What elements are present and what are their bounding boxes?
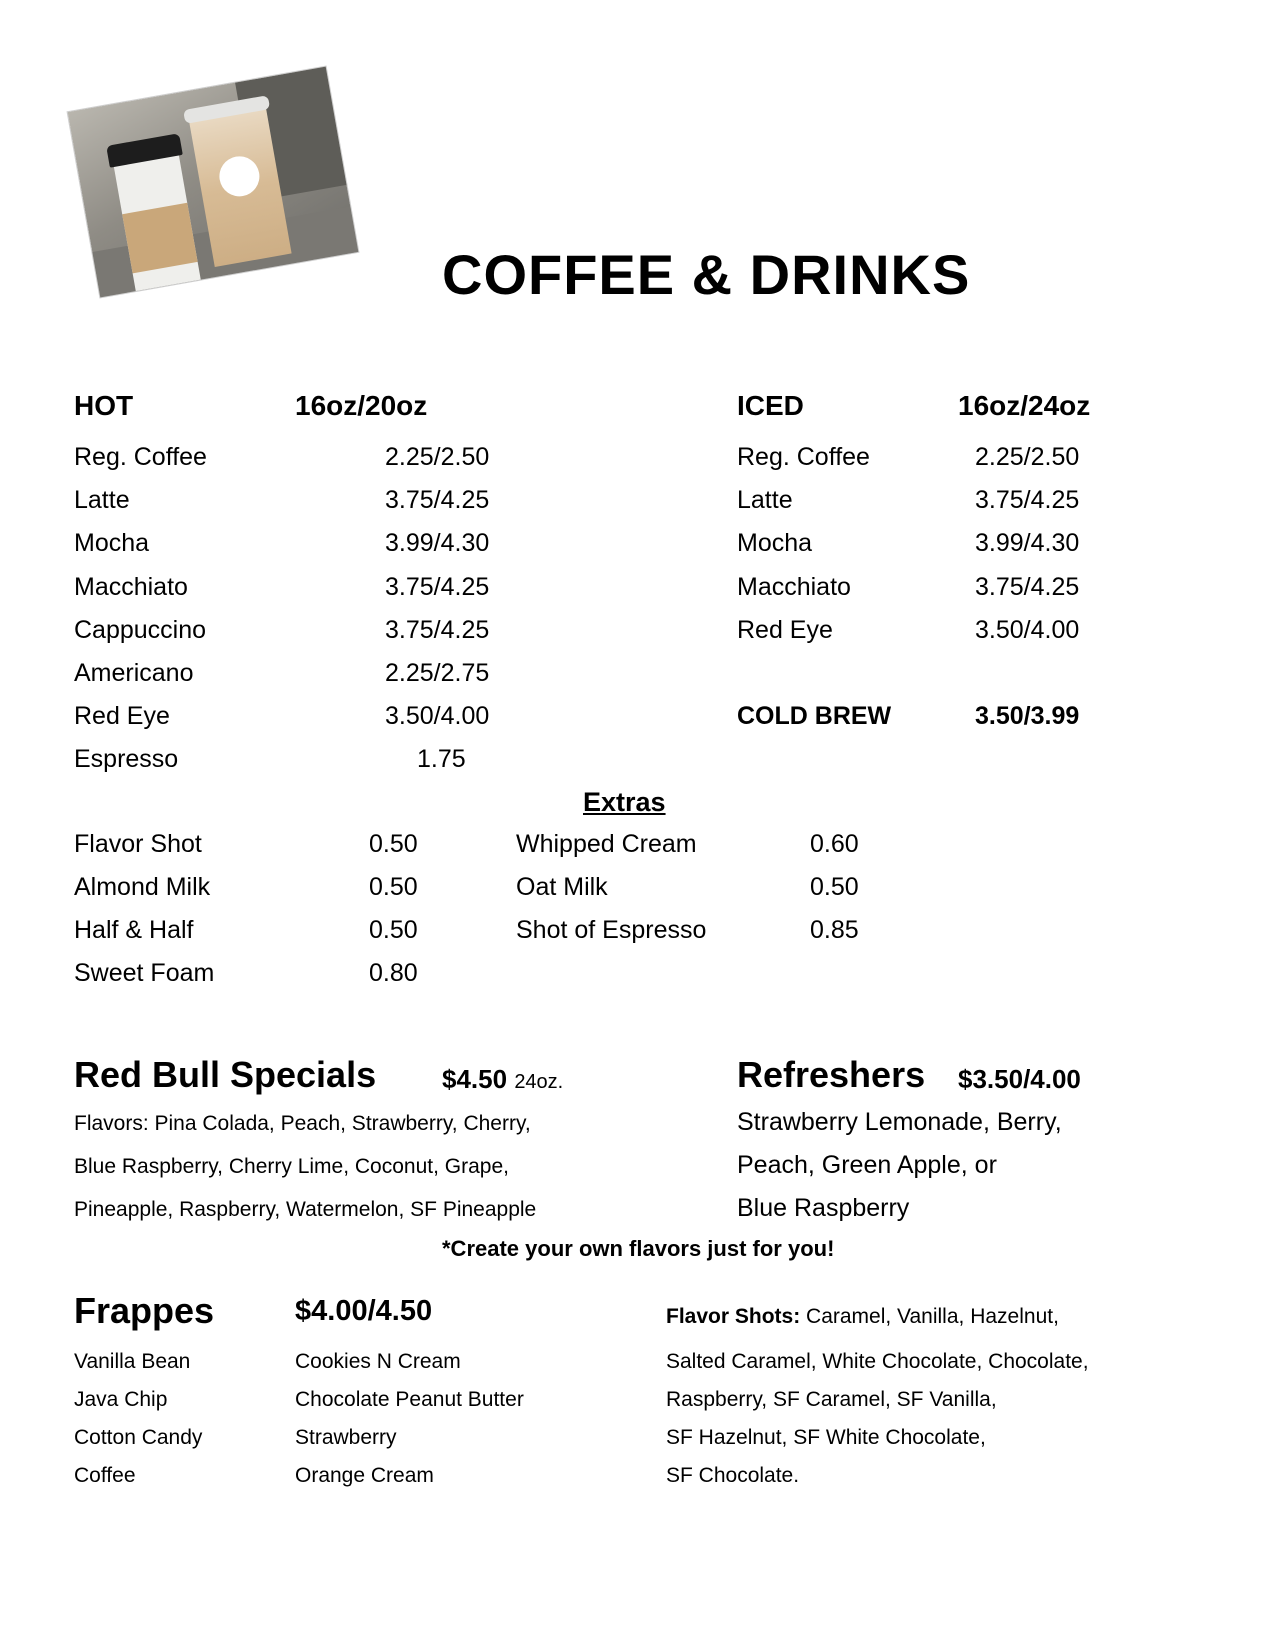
frappe-item: Java Chip [74, 1388, 168, 1411]
flavor-shots-line: SF Hazelnut, SF White Chocolate, [666, 1426, 986, 1449]
redbull-flavors-line: Flavors: Pina Colada, Peach, Strawberry, Cherry, [74, 1112, 531, 1135]
redbull-flavors-line: Pineapple, Raspberry, Watermelon, SF Pineapple [74, 1198, 537, 1221]
flavor-shots-line: SF Chocolate. [666, 1464, 800, 1487]
hot-item-price: 3.99/4.30 [385, 529, 490, 557]
iced-item-name: Mocha [737, 529, 813, 557]
extra-item-name: Flavor Shot [74, 830, 202, 858]
flavor-shots-line: Salted Caramel, White Chocolate, Chocolate, [666, 1350, 1089, 1373]
cold-brew-price: 3.50/3.99 [975, 702, 1080, 730]
hot-item-name: Reg. Coffee [74, 443, 207, 471]
frappe-item: Vanilla Bean [74, 1350, 191, 1373]
hot-item-name: Macchiato [74, 573, 188, 601]
frappe-item: Cotton Candy [74, 1426, 203, 1449]
extra-item-name: Almond Milk [74, 873, 211, 901]
extras-heading: Extras [583, 787, 666, 817]
refreshers-flavors-line: Blue Raspberry [737, 1194, 910, 1222]
iced-item-price: 3.75/4.25 [975, 486, 1080, 514]
redbull-price: $4.50 [442, 1064, 508, 1094]
refreshers-price: $3.50/4.00 [958, 1064, 1081, 1094]
refreshers-flavors-line: Peach, Green Apple, or [737, 1151, 997, 1179]
frappe-item: Chocolate Peanut Butter [295, 1388, 524, 1411]
hot-item-price: 1.75 [417, 745, 466, 773]
extra-item-price: 0.60 [810, 830, 859, 858]
extra-item-name: Whipped Cream [516, 830, 697, 858]
create-flavors-note: *Create your own flavors just for you! [442, 1236, 835, 1261]
hot-item-price: 2.25/2.50 [385, 443, 490, 471]
extra-item-price: 0.50 [369, 873, 418, 901]
extra-item-price: 0.50 [810, 873, 859, 901]
redbull-heading: Red Bull Specials [74, 1054, 377, 1095]
hot-item-name: Latte [74, 486, 130, 514]
extra-item-price: 0.80 [369, 959, 418, 987]
extra-item-name: Shot of Espresso [516, 916, 707, 944]
extra-item-price: 0.50 [369, 916, 418, 944]
redbull-size: 24oz. [514, 1071, 564, 1093]
iced-sizes: 16oz/24oz [958, 390, 1091, 421]
extra-item-name: Half & Half [74, 916, 194, 944]
refreshers-flavors-line: Strawberry Lemonade, Berry, [737, 1108, 1062, 1136]
extra-item-price: 0.50 [369, 830, 418, 858]
frappe-item: Strawberry [295, 1426, 397, 1449]
frappes-heading: Frappes [74, 1290, 215, 1331]
iced-item-price: 3.99/4.30 [975, 529, 1080, 557]
hot-item-name: Espresso [74, 745, 179, 773]
hot-item-name: Americano [74, 659, 194, 687]
frappe-item: Orange Cream [295, 1464, 434, 1487]
hot-item-price: 3.75/4.25 [385, 616, 490, 644]
iced-item-name: Macchiato [737, 573, 851, 601]
hot-item-name: Red Eye [74, 702, 170, 730]
iced-item-price: 3.75/4.25 [975, 573, 1080, 601]
flavor-shots-label: Flavor Shots: [666, 1305, 801, 1328]
iced-item-name: Latte [737, 486, 793, 514]
cold-brew-name: COLD BREW [737, 702, 892, 730]
flavor-shots-text: Caramel, Vanilla, Hazelnut, [800, 1305, 1059, 1328]
iced-item-name: Reg. Coffee [737, 443, 870, 471]
coffee-cups-photo [68, 67, 359, 298]
hot-item-price: 3.75/4.25 [385, 573, 490, 601]
frappe-item: Coffee [74, 1464, 136, 1487]
extra-item-name: Sweet Foam [74, 959, 215, 987]
hot-item-name: Mocha [74, 529, 150, 557]
hot-sizes: 16oz/20oz [295, 390, 428, 421]
hot-item-price: 3.50/4.00 [385, 702, 490, 730]
iced-item-name: Red Eye [737, 616, 833, 644]
hot-heading: HOT [74, 390, 134, 421]
flavor-shots-line: Raspberry, SF Caramel, SF Vanilla, [666, 1388, 997, 1411]
iced-heading: ICED [737, 390, 804, 421]
page-title: COFFEE & DRINKS [442, 243, 971, 306]
frappe-item: Cookies N Cream [295, 1350, 461, 1373]
frappes-price: $4.00/4.50 [295, 1295, 433, 1327]
iced-item-price: 2.25/2.50 [975, 443, 1080, 471]
extra-item-price: 0.85 [810, 916, 859, 944]
refreshers-heading: Refreshers [737, 1054, 926, 1095]
hot-item-name: Cappuccino [74, 616, 207, 644]
flavor-shots-first-line [666, 1305, 1059, 1329]
hot-item-price: 2.25/2.75 [385, 659, 490, 687]
iced-item-price: 3.50/4.00 [975, 616, 1080, 644]
extra-item-name: Oat Milk [516, 873, 608, 901]
hot-item-price: 3.75/4.25 [385, 486, 490, 514]
redbull-price-line [442, 1064, 563, 1095]
redbull-flavors-line: Blue Raspberry, Cherry Lime, Coconut, Grape, [74, 1155, 509, 1178]
